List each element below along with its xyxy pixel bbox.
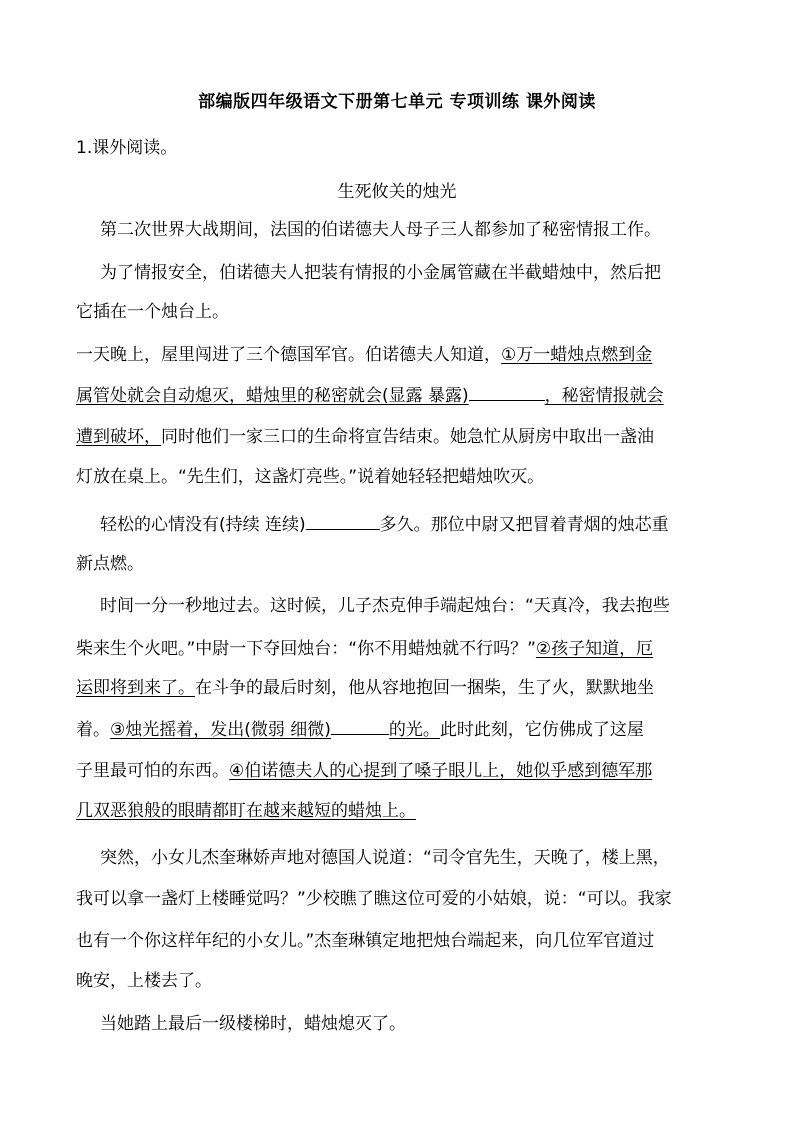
paragraph-line: 当她踏上最后一级楼梯时，蜡烛熄灭了。 — [100, 1014, 406, 1034]
paragraph-line: 为了情报安全，伯诺德夫人把装有情报的小金属管藏在半截蜡烛中，然后把 — [100, 263, 661, 283]
text-segment: 多久。那位中尉又把冒着青烟的烛芯重 — [379, 515, 669, 535]
answer-blank-2[interactable] — [306, 512, 380, 530]
underlined-sentence-3: ③烛光摇着，发出(微弱 细微) — [110, 720, 331, 740]
underlined-sentence-1-cont: 属管处就会自动熄灭，蜡烛里的秘密就会(显露 暴露) — [76, 386, 469, 406]
text-segment: 柴来生个火吧。”中尉一下夺回烛台：“你不用蜡烛就不行吗？” — [76, 639, 536, 659]
paragraph-line: 第二次世界大战期间，法国的伯诺德夫人母子三人都参加了秘密情报工作。 — [100, 220, 661, 240]
paragraph-line: 突然，小女儿杰奎琳娇声地对德国人说道：“司令官先生，天晚了，楼上黑， — [100, 848, 670, 868]
text-segment: 此时此刻，它仿佛成了这屋 — [439, 720, 644, 740]
text-segment: 同时他们一家三口的生命将宣告结束。她急忙从厨房中取出一盏油 — [161, 427, 654, 447]
underlined-sentence-4-end: 几双恶狼般的眼睛都盯在越来越短的蜡烛上。 — [76, 801, 416, 821]
paragraph-line — [76, 799, 416, 823]
text-segment: 子里最可怕的东西。 — [76, 761, 229, 781]
paragraph-line — [76, 717, 644, 742]
underlined-sentence-2: ②孩子知道，厄 — [535, 639, 654, 659]
worksheet-title: 部编版四年级语文下册第七单元 专项训练 课外阅读 — [198, 92, 596, 112]
paragraph-line: 我可以拿一盏灯上楼睡觉吗？”少校瞧了瞧这位可爱的小姑娘，说：“可以。我家 — [76, 889, 672, 909]
paragraph-line — [76, 637, 653, 661]
paragraph-line: 它插在一个烛台上。 — [76, 302, 229, 322]
underlined-sentence-2-end: 运即将到来了。 — [76, 678, 195, 698]
paragraph-line — [76, 425, 654, 449]
text-segment: 一天晚上，屋里闯进了三个德国军官。伯诺德夫人知道， — [76, 345, 501, 365]
paragraph-line: 晚安，上楼去了。 — [76, 971, 212, 991]
paragraph-line — [76, 759, 652, 783]
underlined-sentence-1-end: 遭到破坏， — [76, 427, 161, 447]
question-number: 1.课外阅读。 — [76, 138, 178, 158]
paragraph-line — [76, 343, 652, 367]
paragraph-line: 灯放在桌上。“先生们，这盏灯亮些。”说着她轻轻把蜡烛吹灭。 — [76, 467, 545, 487]
story-title: 生死攸关的烛光 — [337, 182, 457, 202]
underlined-sentence-3-end: 的光。 — [388, 720, 440, 740]
text-segment: 轻松的心情没有(持续 连续) — [100, 515, 306, 535]
answer-blank-3[interactable] — [331, 717, 389, 735]
underlined-sentence-1-cont: ，秘密情报就会 — [544, 386, 664, 406]
text-segment: 着。 — [76, 720, 110, 740]
paragraph-line — [76, 676, 654, 700]
paragraph-line — [76, 383, 664, 408]
underlined-sentence-1: ①万一蜡烛点燃到金 — [501, 345, 653, 365]
text-segment: 在斗争的最后时刻，他从容地抱回一捆柴，生了火，默默地坐 — [195, 678, 654, 698]
paragraph-line: 新点燃。 — [76, 554, 144, 574]
underlined-sentence-4: ④伯诺德夫人的心提到了嗓子眼儿上，她似乎感到德军那 — [229, 761, 653, 781]
paragraph-line — [100, 512, 669, 537]
paragraph-line: 时间一分一秒地过去。这时候，儿子杰克伸手端起烛台：“天真冷，我去抱些 — [100, 596, 670, 616]
answer-blank-1[interactable] — [469, 383, 545, 401]
paragraph-line: 也有一个你这样年纪的小女儿。”杰奎琳镇定地把烛台端起来，向几位军官道过 — [76, 931, 655, 951]
